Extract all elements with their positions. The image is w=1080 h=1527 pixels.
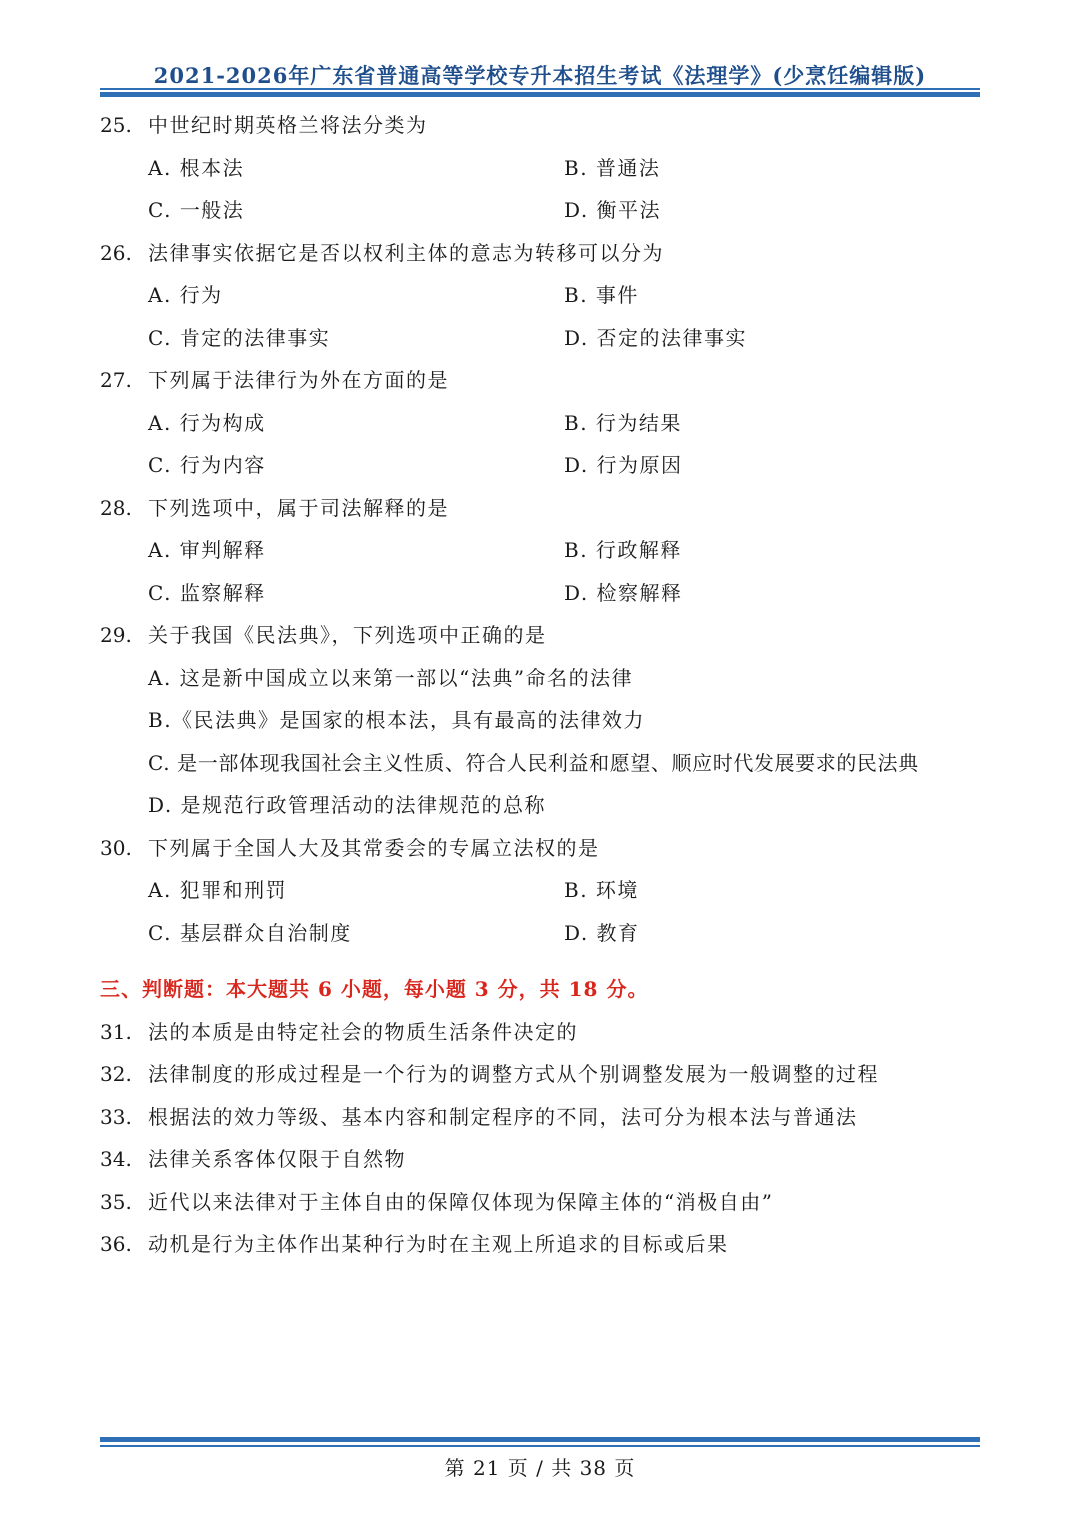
question-29-option-a: A. 这是新中国成立以来第一部以“法典”命名的法律 bbox=[148, 665, 634, 690]
question-27-option-c: C. 行为内容 bbox=[148, 453, 266, 477]
header-rule-thin bbox=[100, 88, 980, 90]
question-30-stem: 30. 下列属于全国人大及其常委会的专属立法权的是 bbox=[100, 835, 600, 860]
question-33-stem: 33. 根据法的效力等级、基本内容和制定程序的不同，法可分为根本法与普通法 bbox=[100, 1104, 858, 1129]
question-28-options-row-2 bbox=[100, 572, 980, 615]
question-27-options-row-1 bbox=[100, 402, 980, 445]
document-header-title: 2021-2026年广东省普通高等学校专升本招生考试《法理学》(少烹饪编辑版) bbox=[153, 63, 927, 88]
question-27-stem: 27. 下列属于法律行为外在方面的是 bbox=[100, 368, 449, 392]
footer-rule-thin bbox=[100, 1445, 980, 1447]
question-34-stem: 34. 法律关系客体仅限于自然物 bbox=[100, 1147, 406, 1171]
question-29-option-c: C. 是一部体现我国社会主义性质、符合人民利益和愿望、顺应时代发展要求的民法典 bbox=[148, 750, 919, 775]
question-25-stem: 25. 中世纪时期英格兰将法分类为 bbox=[100, 113, 428, 137]
question-27-option-b: B. 行为结果 bbox=[564, 410, 682, 435]
question-30-options-row-1 bbox=[100, 869, 980, 912]
question-35-stem: 35. 近代以来法律对于主体自由的保障仅体现为保障主体的“消极自由” bbox=[100, 1189, 774, 1214]
question-25-option-d: D. 衡平法 bbox=[564, 198, 662, 222]
question-26-option-a: A. 行为 bbox=[148, 283, 223, 307]
question-29-option-b-row bbox=[100, 699, 980, 742]
question-30-option-d: D. 教育 bbox=[564, 920, 640, 945]
question-30-option-a: A. 犯罪和刑罚 bbox=[148, 878, 288, 902]
question-29-option-a-row bbox=[100, 657, 980, 700]
question-content bbox=[100, 104, 980, 1266]
question-25-options-row-1 bbox=[100, 147, 980, 190]
question-27-option-d: D. 行为原因 bbox=[564, 453, 683, 477]
question-29-option-c-row bbox=[100, 742, 980, 785]
question-28-option-a: A. 审判解释 bbox=[148, 538, 266, 562]
question-26-option-c: C. 肯定的法律事实 bbox=[148, 325, 331, 350]
question-29-stem: 29. 关于我国《民法典》，下列选项中正确的是 bbox=[100, 623, 547, 647]
section-3-heading: 三、判断题：本大题共 6 小题，每小题 3 分，共 18 分。 bbox=[100, 977, 649, 1001]
question-28-option-c: C. 监察解释 bbox=[148, 580, 266, 605]
question-26-stem: 26. 法律事实依据它是否以权利主体的意志为转移可以分为 bbox=[100, 240, 664, 265]
footer-rule-thick bbox=[100, 1437, 980, 1442]
question-26-option-d: D. 否定的法律事实 bbox=[564, 325, 748, 350]
question-29-option-b: B.《民法典》是国家的根本法，具有最高的法律效力 bbox=[148, 708, 646, 732]
question-29-option-d-row bbox=[100, 784, 980, 827]
question-26-option-b: B. 事件 bbox=[564, 283, 639, 307]
question-36-stem: 36. 动机是行为主体作出某种行为时在主观上所追求的目标或后果 bbox=[100, 1232, 729, 1256]
question-27-options-row-2 bbox=[100, 444, 980, 487]
page-number: 第 21 页 / 共 38 页 bbox=[444, 1456, 636, 1480]
question-25-option-a: A. 根本法 bbox=[148, 155, 245, 180]
question-30-options-row-2 bbox=[100, 912, 980, 955]
question-25-option-c: C. 一般法 bbox=[148, 198, 245, 222]
question-29-option-d: D. 是规范行政管理活动的法律规范的总称 bbox=[148, 793, 547, 817]
question-25-options-row-2 bbox=[100, 189, 980, 232]
question-26-options-row-2 bbox=[100, 317, 980, 360]
question-28-stem: 28. 下列选项中，属于司法解释的是 bbox=[100, 495, 449, 520]
question-25-option-b: B. 普通法 bbox=[564, 155, 661, 180]
question-28-options-row-1 bbox=[100, 529, 980, 572]
question-28-option-d: D. 检察解释 bbox=[564, 580, 683, 605]
header-rule-thick bbox=[100, 92, 980, 97]
question-28-option-b: B. 行政解释 bbox=[564, 538, 682, 562]
question-30-option-b: B. 环境 bbox=[564, 878, 639, 902]
question-31-stem: 31. 法的本质是由特定社会的物质生活条件决定的 bbox=[100, 1019, 578, 1044]
question-32-stem: 32. 法律制度的形成过程是一个行为的调整方式从个别调整发展为一般调整的过程 bbox=[100, 1062, 879, 1086]
question-30-option-c: C. 基层群众自治制度 bbox=[148, 920, 352, 945]
question-26-options-row-1 bbox=[100, 274, 980, 317]
question-27-option-a: A. 行为构成 bbox=[148, 410, 266, 435]
